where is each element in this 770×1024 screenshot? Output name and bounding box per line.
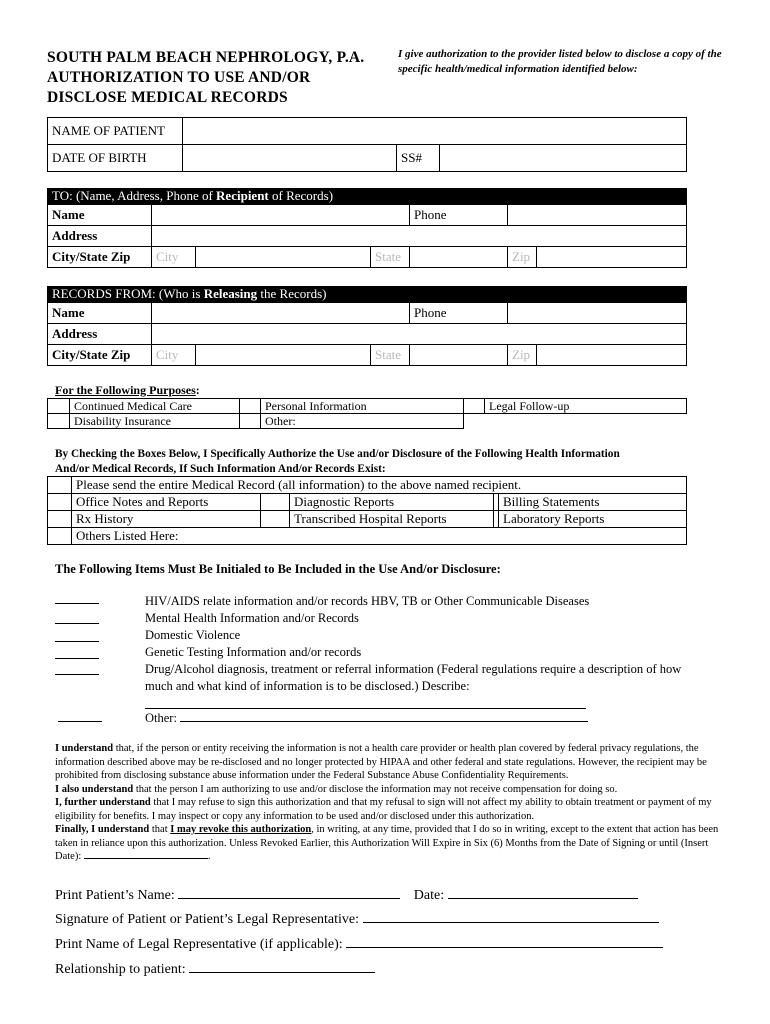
legal-p4-mid: that bbox=[149, 824, 171, 835]
legal-p4-end: . bbox=[207, 851, 211, 862]
releaser-section bbox=[47, 286, 687, 366]
ssn-label: SS# bbox=[397, 145, 440, 172]
recipient-citystatezip-label: City/State Zip bbox=[48, 247, 152, 268]
drug-describe-label: much and what kind of information is to be disclosed.) Describe: bbox=[145, 679, 470, 693]
initial-blank-mental[interactable] bbox=[55, 623, 99, 624]
releaser-zip-field[interactable] bbox=[537, 345, 687, 366]
releaser-address-label: Address bbox=[48, 324, 152, 345]
rep-name-field[interactable] bbox=[346, 947, 663, 948]
relationship-row bbox=[55, 962, 375, 978]
recipient-heading-prefix: TO: (Name, Address, Phone of bbox=[52, 188, 217, 203]
relationship-field[interactable] bbox=[189, 972, 375, 973]
dob-field[interactable] bbox=[183, 145, 397, 172]
laboratory-label: Laboratory Reports bbox=[499, 511, 687, 528]
legal-p4-text: , in writing, at any time, provided that I do so in writing, except to the extent that action has been taken in reliance upon this authorization. Unless Revoked Earlier, this Authorization Will Expire in Six (6) Months from the Date of Signing or until (Insert Date): bbox=[55, 824, 719, 862]
releaser-city-field[interactable] bbox=[196, 345, 371, 366]
date-field[interactable] bbox=[448, 898, 638, 899]
signature-row bbox=[55, 912, 659, 928]
recipient-city-field[interactable] bbox=[196, 247, 371, 268]
others-checkbox[interactable] bbox=[48, 528, 72, 545]
continued-care-checkbox[interactable] bbox=[48, 399, 70, 414]
recipient-address-label: Address bbox=[48, 226, 152, 247]
initial-item-drug: Drug/Alcohol diagnosis, treatment or referral information (Federal regulations require a description of how bbox=[145, 662, 682, 676]
recipient-state-field[interactable] bbox=[410, 247, 508, 268]
releaser-citystatezip-label: City/State Zip bbox=[48, 345, 152, 366]
legal-p3 bbox=[55, 796, 720, 823]
records-intro-line-1: By Checking the Boxes Below, I Specifically Authorize the Use and/or Disclosure of the Following Health Information bbox=[55, 448, 620, 460]
legal-p2-bold: I also understand bbox=[55, 783, 134, 795]
entire-record-label: Please send the entire Medical Record (all information) to the above named recipient. bbox=[72, 477, 687, 494]
records-intro-line-2: And/or Medical Records, If Such Information And/or Records Exist: bbox=[55, 462, 386, 475]
recipient-city-placeholder: City bbox=[152, 247, 196, 268]
legal-p1-text: that, if the person or entity receiving the information is not a health care provider or health plan covered by federal privacy regulations, the information described above may be re-disclosed and no longer protected by HIPAA and other federal and state regulations. However, the recipient may be prohibited from disclosing substance abuse information under the Federal Substance Abuse Confidentiality Requirements. bbox=[55, 743, 707, 781]
form-title bbox=[47, 48, 364, 108]
other-purpose-label: Other: bbox=[261, 414, 464, 429]
initial-other-label: Other: bbox=[145, 711, 177, 725]
disability-label: Disability Insurance bbox=[70, 414, 240, 429]
purposes-heading-text: For the Following Purposes bbox=[55, 383, 196, 397]
releaser-address-field[interactable] bbox=[152, 324, 687, 345]
initial-item-hiv: HIV/AIDS relate information and/or records HBV, TB or Other Communicable Diseases bbox=[145, 594, 590, 608]
legal-p1 bbox=[55, 742, 720, 783]
print-name-field[interactable] bbox=[178, 898, 400, 899]
initial-blank-hiv[interactable] bbox=[55, 603, 99, 604]
legal-p1-bold: I understand bbox=[55, 743, 114, 754]
releaser-heading bbox=[47, 286, 687, 302]
legal-p4-revoke: I may revoke this authorization bbox=[170, 824, 312, 835]
initial-other-line[interactable] bbox=[180, 721, 588, 722]
legal-p2-text: that the person I am authorizing to use and/or disclose the information may not receive compensation for doing so. bbox=[133, 783, 618, 795]
recipient-table bbox=[47, 204, 687, 268]
entire-record-checkbox[interactable] bbox=[48, 477, 72, 494]
personal-info-label: Personal Information bbox=[261, 399, 464, 414]
recipient-state-placeholder: State bbox=[371, 247, 410, 268]
legal-p2 bbox=[55, 783, 720, 797]
rx-history-checkbox[interactable] bbox=[48, 511, 72, 528]
legal-followup-checkbox[interactable] bbox=[464, 399, 485, 414]
diagnostic-reports-label: Diagnostic Reports bbox=[290, 494, 494, 511]
releaser-heading-prefix: RECORDS FROM: (Who is bbox=[52, 286, 204, 301]
title-line-1: SOUTH PALM BEACH NEPHROLOGY, P.A. bbox=[47, 49, 365, 66]
print-name-row bbox=[55, 888, 638, 904]
relationship-label: Relationship to patient: bbox=[55, 962, 186, 977]
purposes-heading bbox=[55, 383, 200, 398]
legal-followup-label: Legal Follow-up bbox=[485, 399, 687, 414]
releaser-zip-placeholder: Zip bbox=[508, 345, 537, 366]
initial-blank-other[interactable] bbox=[58, 721, 102, 722]
releaser-state-field[interactable] bbox=[410, 345, 508, 366]
recipient-address-field[interactable] bbox=[152, 226, 687, 247]
office-notes-label: Office Notes and Reports bbox=[72, 494, 261, 511]
initial-blank-domestic[interactable] bbox=[55, 641, 99, 642]
records-intro bbox=[55, 447, 620, 476]
title-line-3: DISCLOSE MEDICAL RECORDS bbox=[47, 89, 288, 106]
initial-blank-drug[interactable] bbox=[55, 674, 99, 675]
others-listed-label: Others Listed Here: bbox=[72, 528, 687, 545]
releaser-phone-label: Phone bbox=[410, 303, 508, 324]
purposes-heading-colon: : bbox=[195, 383, 200, 397]
releaser-state-placeholder: State bbox=[371, 345, 410, 366]
drug-describe-line[interactable] bbox=[145, 708, 586, 709]
office-notes-checkbox[interactable] bbox=[48, 494, 72, 511]
transcribed-label: Transcribed Hospital Reports bbox=[290, 511, 494, 528]
transcribed-checkbox[interactable] bbox=[261, 511, 290, 528]
diagnostic-reports-checkbox[interactable] bbox=[261, 494, 290, 511]
legal-p3-bold: I, further understand bbox=[55, 797, 151, 808]
initial-blank-genetic[interactable] bbox=[55, 658, 99, 659]
rep-name-row bbox=[55, 937, 663, 953]
recipient-heading bbox=[47, 188, 687, 204]
recipient-section bbox=[47, 188, 687, 268]
signature-field[interactable] bbox=[363, 922, 659, 923]
recipient-phone-label: Phone bbox=[410, 205, 508, 226]
initial-item-domestic: Domestic Violence bbox=[145, 628, 241, 642]
records-table bbox=[47, 476, 687, 545]
expiry-date-field[interactable] bbox=[84, 858, 208, 859]
releaser-name-field[interactable] bbox=[152, 303, 410, 324]
recipient-name-field[interactable] bbox=[152, 205, 410, 226]
signature-label: Signature of Patient or Patient’s Legal Representative: bbox=[55, 912, 360, 927]
billing-label: Billing Statements bbox=[499, 494, 687, 511]
personal-info-checkbox[interactable] bbox=[240, 399, 261, 414]
rx-history-label: Rx History bbox=[72, 511, 261, 528]
recipient-name-label: Name bbox=[48, 205, 152, 226]
continued-care-label: Continued Medical Care bbox=[70, 399, 240, 414]
recipient-zip-placeholder: Zip bbox=[508, 247, 537, 268]
releaser-phone-field[interactable] bbox=[508, 303, 687, 324]
releaser-table bbox=[47, 302, 687, 366]
dob-label: DATE OF BIRTH bbox=[48, 145, 183, 172]
initial-item-mental: Mental Health Information and/or Records bbox=[145, 611, 359, 625]
releaser-heading-bold: Releasing bbox=[203, 286, 258, 301]
recipient-zip-field[interactable] bbox=[537, 247, 687, 268]
releaser-name-label: Name bbox=[48, 303, 152, 324]
legal-p4-bold: Finally, I understand bbox=[55, 824, 150, 835]
initial-item-genetic: Genetic Testing Information and/or records bbox=[145, 645, 362, 659]
legal-p4 bbox=[55, 823, 720, 864]
patient-name-field[interactable] bbox=[183, 118, 687, 145]
other-purpose-checkbox[interactable] bbox=[240, 414, 261, 429]
legal-p3-text: that I may refuse to sign this authorization and that my refusal to sign will not affect my ability to obtain treatment or payment of my eligibility for benefits. I may inspect or copy any information to be used and/or disclosed under this authorization. bbox=[55, 797, 712, 822]
recipient-heading-bold: Recipient bbox=[216, 188, 269, 203]
patient-name-label: NAME OF PATIENT bbox=[48, 118, 183, 145]
initials-heading: The Following Items Must Be Initialed to Be Included in the Use And/or Disclosure: bbox=[55, 562, 501, 576]
releaser-city-placeholder: City bbox=[152, 345, 196, 366]
rep-name-label: Print Name of Legal Representative (if applicable): bbox=[55, 937, 343, 952]
patient-info-table bbox=[47, 117, 687, 172]
recipient-heading-suffix: of Records) bbox=[268, 188, 334, 203]
recipient-phone-field[interactable] bbox=[508, 205, 687, 226]
ssn-field[interactable] bbox=[440, 145, 687, 172]
releaser-heading-suffix: the Records) bbox=[257, 286, 327, 301]
legal-text bbox=[55, 742, 720, 864]
authorization-statement: I give authorization to the provider listed below to disclose a copy of the specific health/medical information identified below: bbox=[398, 48, 722, 75]
title-line-2: AUTHORIZATION TO USE AND/OR bbox=[47, 69, 311, 86]
disability-checkbox[interactable] bbox=[48, 414, 70, 429]
print-name-label: Print Patient’s Name: bbox=[55, 888, 175, 903]
date-label: Date: bbox=[413, 888, 445, 903]
purposes-table bbox=[47, 398, 687, 429]
